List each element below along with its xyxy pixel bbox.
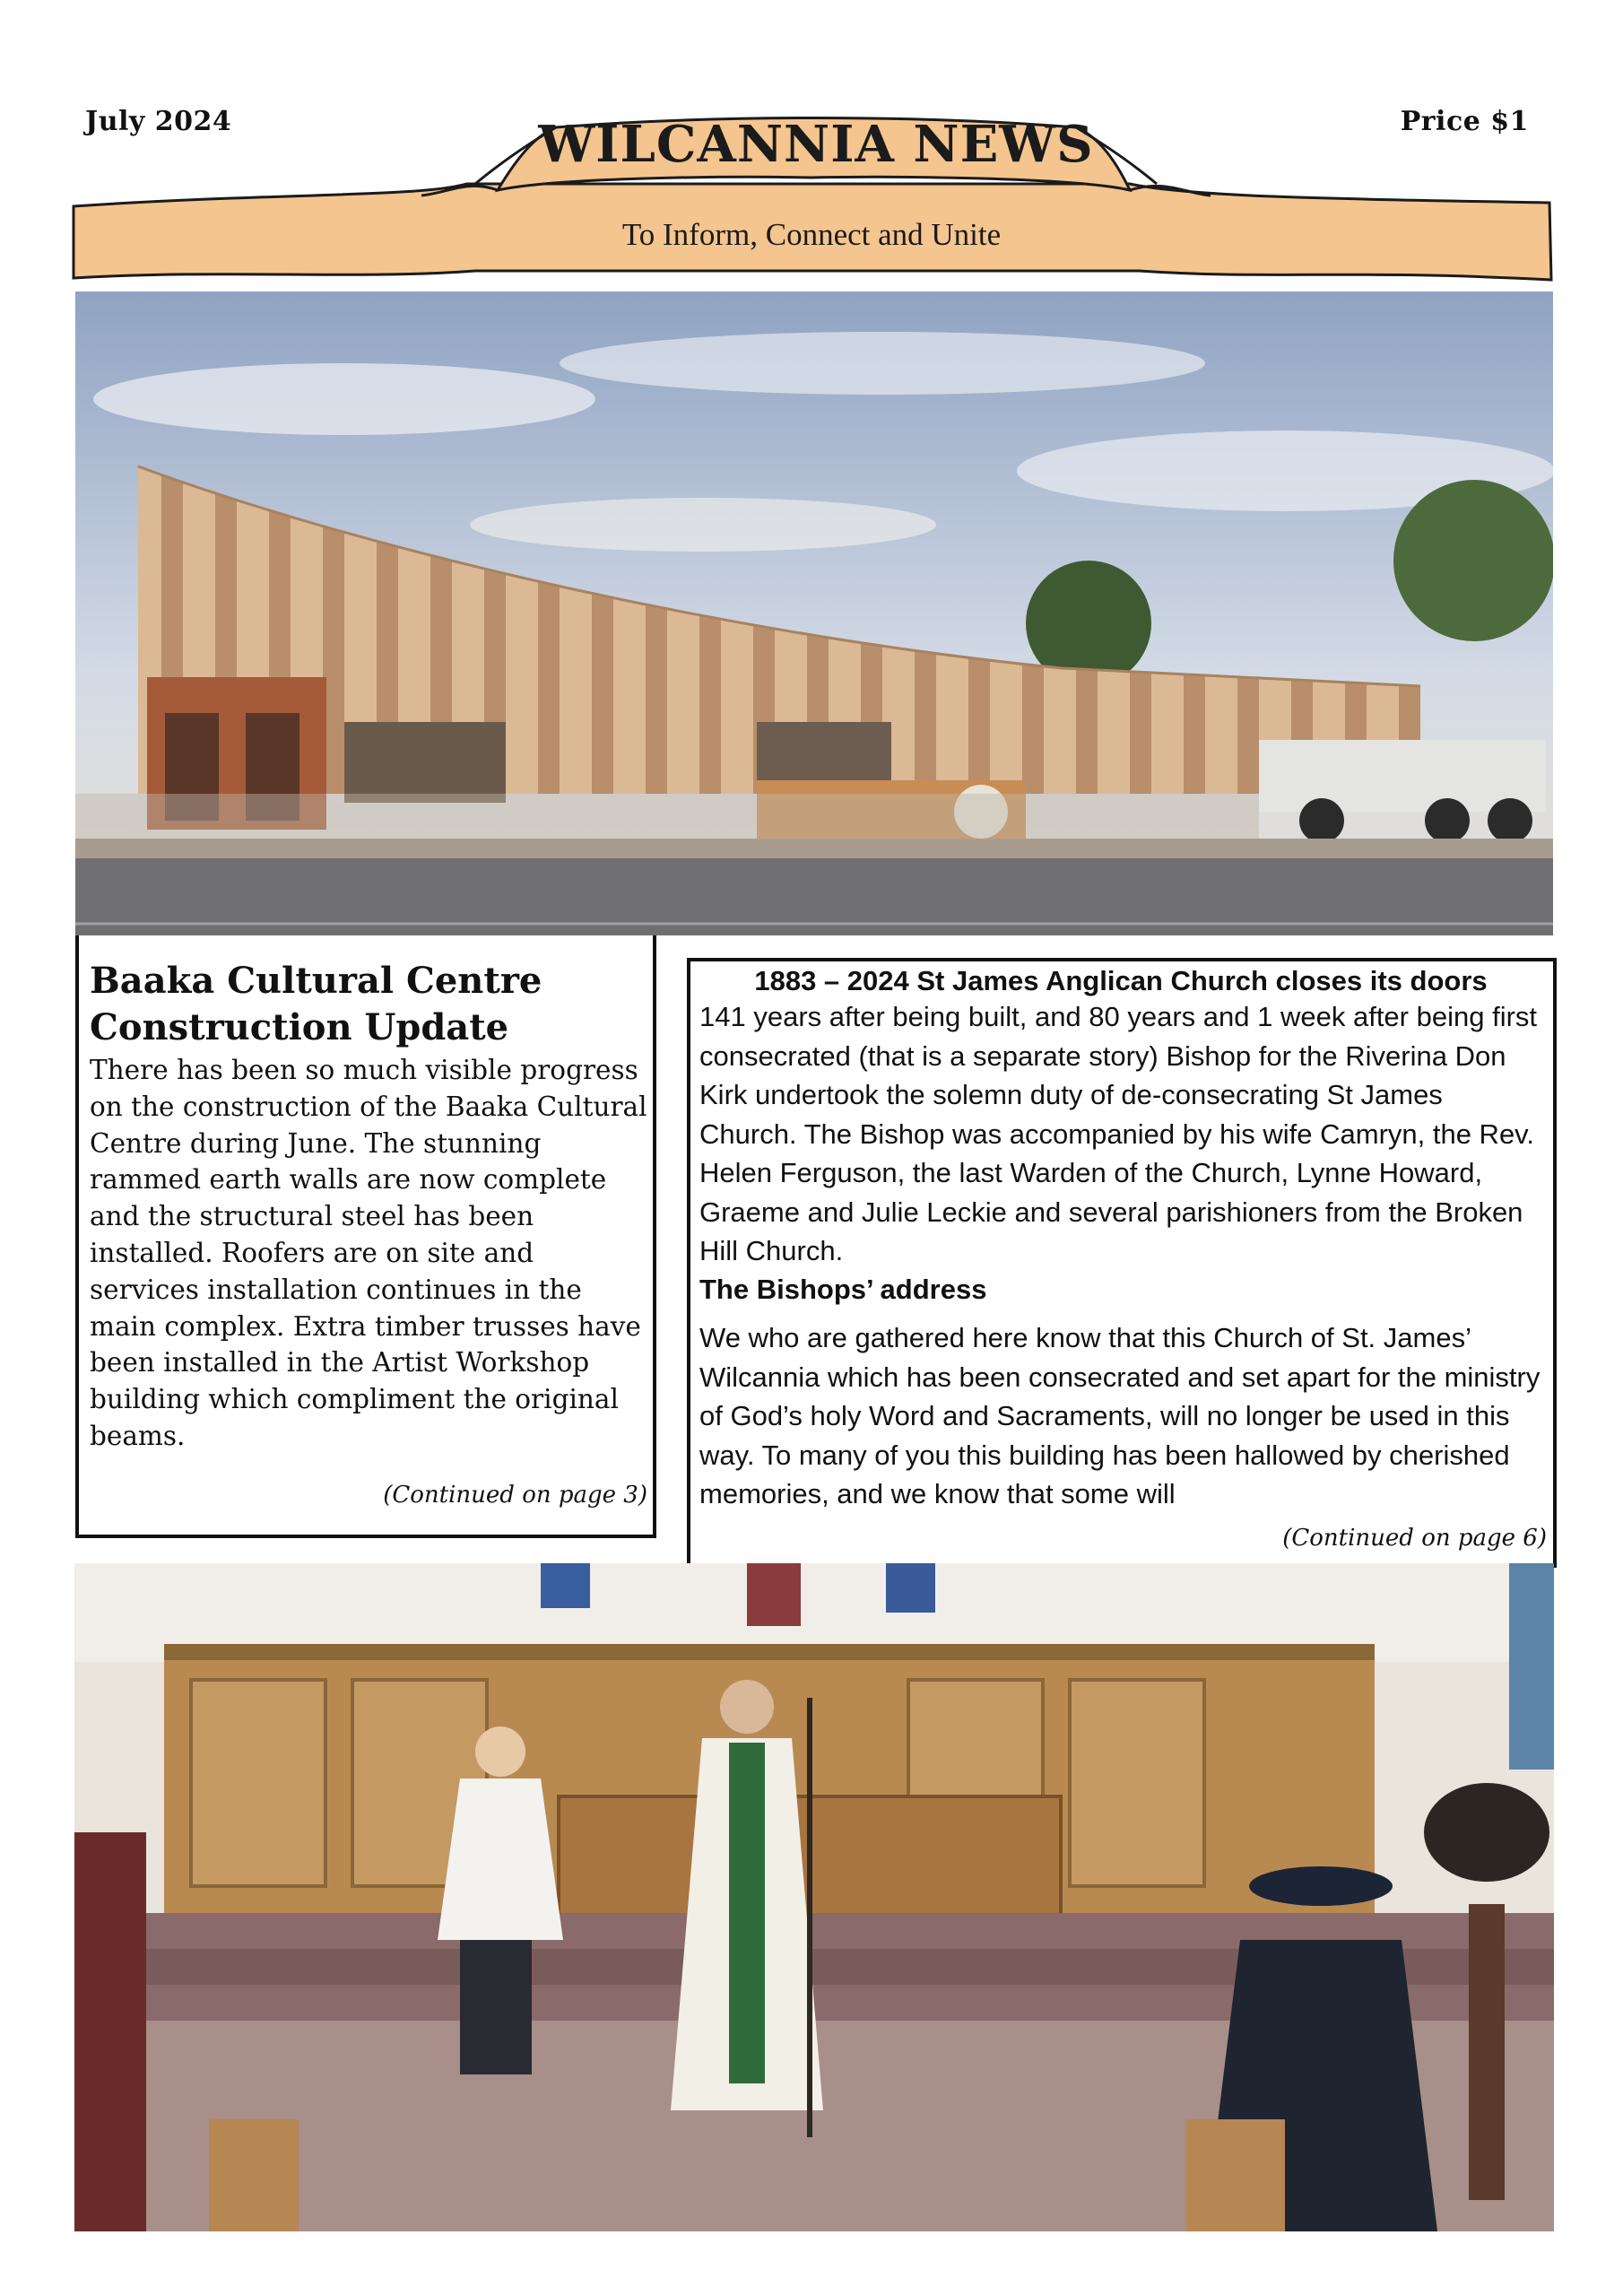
right-article-body: 141 years after being built, and 80 years and 1 week after being first consecrated (that is a separate story) Bishop for the Riverina Don Kirk undertook the solemn duty of de-consecrating St James Church. The Bishop was accompanied by his wife Camryn, the Rev. Helen Ferguson, the last Warden of the Church, Lynne Howard, Graeme and Julie Leckie and several parishioners from the Broken Hill Church. [699,1001,1538,1266]
left-continued-note: (Continued on page 3) [383,1482,647,1509]
right-article-title: 1883 – 2024 St James Anglican Church closes its doors [754,965,1488,996]
left-title-line1: Baaka Cultural Centre [90,960,542,1002]
right-continued-note: (Continued on page 6) [1282,1525,1547,1552]
construction-photo [75,291,1553,935]
left-article-title [90,958,646,1051]
masthead-tagline: To Inform, Connect and Unite [621,217,1002,252]
right-article-body2: We who are gathered here know that this Church of St. James’ Wilcannia which has been consecrated and set apart for the ministry of God’s holy Word and Sacraments, will no longer be used in this way. To many of you this building has been hallowed by cherished memories, and we know that some will [699,1322,1541,1509]
church-interior-photo [74,1563,1554,2231]
left-article-body: There has been so much visible progress on the construction of the Baaka Cultural Centre during June. The stunning rammed earth walls are now complete and the structural steel has been installed. Roofers are on site and services installation continues in the main complex. Extra timber trusses have been installed in the Artist Workshop building which compliment the original beams. [90,1055,647,1451]
left-title-line2: Construction Update [90,1006,509,1048]
issue-price: Price $1 [1400,106,1529,137]
issue-date: July 2024 [85,106,232,137]
right-article-subheading: The Bishops’ address [699,1274,987,1305]
masthead-title: WILCANNIA NEWS [538,115,1094,174]
